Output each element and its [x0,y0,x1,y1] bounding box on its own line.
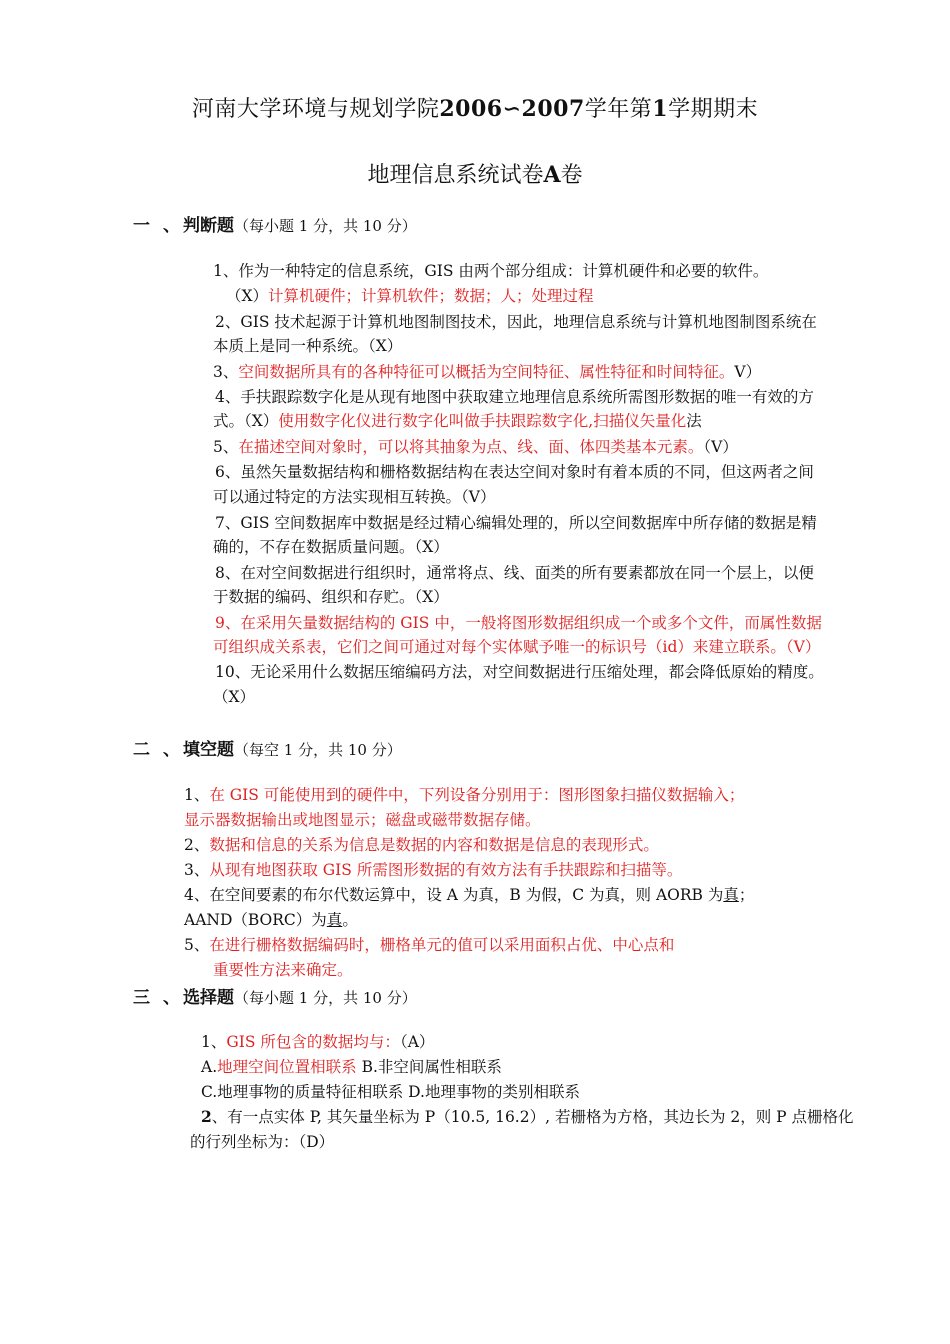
fill-q5-line1 [184,933,674,957]
question-text: 在描述空间对象时，可以将其抽象为点、线、面、体四类基本元素。 [238,438,704,456]
question-number: 5、 [184,936,210,954]
section-note: （每空 1 分，共 10 分） [234,741,402,759]
judge-q1: 1、作为一种特定的信息系统，GIS 由两个部分组成：计算机硬件和必要的软件。 [213,262,769,280]
question-number: 2 [201,1107,212,1126]
question-number: 5、 [213,438,239,456]
judge-q9-line1: 9、在采用矢量数据结构的 GIS 中，一般将图形数据组织成一个或多个文件，而属性数据 [215,614,822,632]
exam-title [0,92,950,123]
title-years: 2006∽2007 [439,96,585,122]
question-text: GIS 所包含的数据均与： [226,1033,400,1051]
section-label: 判断题 [183,216,234,236]
judge-q5 [213,435,738,459]
question-number: 1、 [184,786,210,804]
judge-q1-answer [226,284,594,308]
section-judge-heading [133,211,417,236]
fill-q3 [184,858,682,882]
subtitle-suffix: 卷 [560,163,583,188]
question-text: 数据和信息的关系为信息是数据的内容和数据是信息的表现形式。 [209,836,659,854]
answer-mark: （A） [399,1033,435,1051]
section-note: （每小题 1 分，共 10 分） [234,217,417,235]
judge-q6-line1: 6、虽然矢量数据结构和栅格数据结构在表达空间对象时有着本质的不同，但这两者之间 [215,463,814,481]
judge-q8-line2: 于数据的编码、组织和存贮。（X） [213,588,449,606]
fill-q5-line2: 重要性方法来确定。 [213,961,353,979]
question-text: 、有一点实体 P, 其矢量坐标为 P（10.5, 16.2）, 若栅格为方格，其边长为 2，则 P 点栅格化 [211,1108,854,1126]
answer-note: 计算机硬件；计算机软件；数据；人；处理过程 [268,287,594,305]
section-label: 填空题 [183,740,234,760]
option-b: B.非空间属性相联系 [356,1058,502,1076]
exam-subtitle [0,158,950,189]
section-sep: 、 [163,740,180,760]
title-school: 河南大学环境与规划学院 [191,97,440,122]
fill-q1-line1 [184,783,744,807]
answer-mark: （X） [226,287,269,305]
subtitle-paper: A [543,162,561,188]
question-number: 3、 [213,363,239,381]
choice-q1 [201,1030,434,1054]
section-number: 一 [133,216,150,236]
judge-q2-line2: 本质上是同一种系统。（X） [213,337,403,355]
option-a: 地理空间位置相联系 [217,1058,357,1076]
answer-mark: V） [734,363,762,381]
section-note: （每小题 1 分，共 10 分） [234,989,417,1007]
question-text: 在 GIS 可能使用到的硬件中，下列设备分别用于：图形图象扫描仪数据输入； [209,786,745,804]
title-year-label: 学年第 [584,97,653,122]
judge-q10-line2: （X） [213,688,256,706]
answer-mark: （V） [703,438,738,456]
judge-q9-line2: 可组织成关系表，它们之间可通过对每个实体赋予唯一的标识号（id）来建立联系。（V） [213,638,821,656]
question-number: 1、 [201,1033,227,1051]
question-text: 。 [342,911,358,929]
judge-q7-line2: 确的，不存在数据质量问题。（X） [213,538,449,556]
section-sep: 、 [163,216,180,236]
judge-q6-line2: 可以通过特定的方法实现相互转换。（V） [213,488,496,506]
question-number: 3、 [184,861,210,879]
section-number: 二 [133,740,150,760]
choice-q2-line1 [201,1105,854,1129]
answer-tail: 法 [686,412,702,430]
judge-q4-line2 [213,409,702,433]
answer-mark: 式。（X） [213,412,279,430]
option-label: A. [201,1058,218,1076]
judge-q7-line1: 7、GIS 空间数据库中数据是经过精心编辑处理的，所以空间数据库中所存储的数据是精 [215,514,817,532]
question-text: 空间数据所具有的各种特征可以概括为空间特征、属性特征和时间特征。 [238,363,735,381]
section-label: 选择题 [183,988,234,1008]
question-text: ； [738,886,755,904]
judge-q2-line1: 2、GIS 技术起源于计算机地图制图技术，因此，地理信息系统与计算机地图制图系统在 [215,313,817,331]
question-number: 2、 [184,836,210,854]
blank-answer: 真 [326,911,343,929]
question-text: 从现有地图获取 GIS 所需图形数据的有效方法有手扶跟踪和扫描等。 [209,861,683,879]
section-fill-heading [133,735,402,760]
choice-q1-options-ab [201,1055,502,1079]
question-text: 4、在空间要素的布尔代数运算中，设 A 为真，B 为假，C 为真，则 AORB 为 [184,886,724,904]
title-term-label: 学期期末 [668,97,759,122]
judge-q3 [213,360,761,384]
title-term-num: 1 [652,96,669,122]
fill-q1-line2: 显示器数据输出或地图显示；磁盘或磁带数据存储。 [184,811,541,829]
subtitle-course: 地理信息系统试卷 [367,163,544,188]
choice-q2-line2: 的行列坐标为：（D） [190,1133,335,1151]
judge-q8-line1: 8、在对空间数据进行组织时，通常将点、线、面类的所有要素都放在同一个层上，以便 [215,564,814,582]
judge-q10-line1: 10、无论采用什么数据压缩编码方法，对空间数据进行压缩处理，都会降低原始的精度。 [215,663,824,681]
answer-note: 使用数字化仪进行数字化叫做手扶跟踪数字化,扫描仪矢量化 [278,412,687,430]
fill-q4-line2 [184,908,358,932]
question-text: 在进行栅格数据编码时，栅格单元的值可以采用面积占优、中心点和 [209,936,675,954]
fill-q4-line1 [184,883,754,907]
blank-answer: 真 [723,886,739,904]
judge-q4-line1: 4、手扶跟踪数字化是从现有地图中获取建立地理信息系统所需图形数据的唯一有效的方 [215,388,814,406]
section-number: 三 [133,988,150,1008]
choice-q1-options-cd: C.地理事物的质量特征相联系 D.地理事物的类别相联系 [201,1083,580,1101]
section-sep: 、 [163,988,180,1008]
section-choice-heading [133,983,417,1008]
fill-q2 [184,833,659,857]
question-text: AAND（BORC）为 [184,911,327,929]
